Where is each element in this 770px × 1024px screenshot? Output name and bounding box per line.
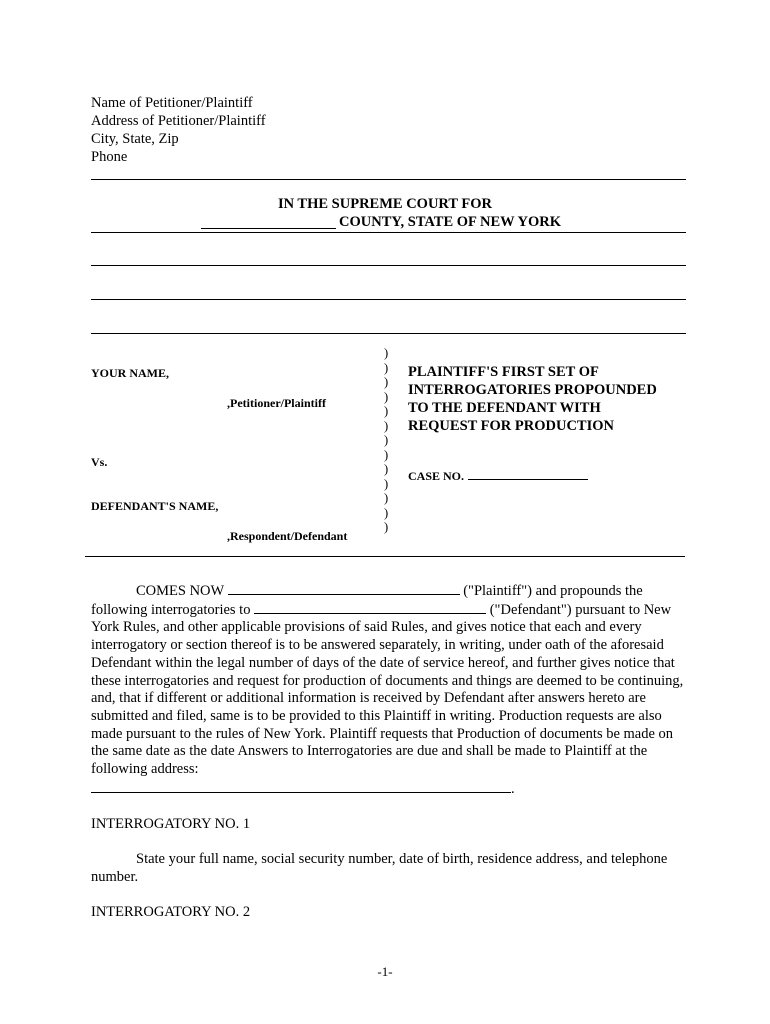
defendant-name-label: DEFENDANT'S NAME, (91, 499, 219, 513)
case-number-label: CASE NO. (408, 469, 465, 483)
defendant-name-blank[interactable] (254, 601, 486, 614)
divider-line (91, 265, 686, 266)
plaintiff-suffix-text: ("Plaintiff") and propounds the (463, 583, 643, 599)
party-name-line: Name of Petitioner/Plaintiff (91, 95, 253, 111)
caption-parentheses (384, 346, 388, 535)
address-line (91, 780, 515, 798)
divider-line (91, 333, 686, 334)
caption-paren: ) (384, 360, 389, 375)
versus-label: Vs. (91, 455, 108, 469)
county-row (91, 212, 686, 233)
interrogatory-text-content: State your full name, social security number, date of birth, residence address, and telephone number. (91, 851, 668, 885)
party-phone-line: Phone (91, 149, 128, 165)
party-info-block (91, 94, 266, 166)
paragraph-body-text: New York Rules, and other applicable provisions of said Rules, and gives notice that each and every interrogatory or section thereof is to be answered separately, in writing, under oath of the aforesaid Defendant within the legal number of days of the date of service hereof, and further gives notice that these interrogatories and request for production of documents and things are deemed to be continuing, and, that if different or additional information is received by Defendant after answers hereto are submitted and filed, same is to be provided to this Plaintiff in writing. Production requests are also made pursuant to the rules of New York. Plaintiff requests that Production of documents be made on the same date as the date Answers to Interrogatories are due and shall be made to Plaintiff at the following address: (91, 601, 684, 778)
document-title (408, 363, 698, 435)
defendant-suffix-text: ("Defendant") pursuant to (489, 601, 641, 618)
caption-paren: ) (384, 404, 389, 418)
caption-paren: ) (384, 505, 389, 520)
county-blank (201, 214, 336, 229)
caption-paren: ) (384, 462, 389, 476)
interrogatory-heading: INTERROGATORY NO. 2 (91, 904, 251, 920)
party-city-line: City, State, Zip (91, 131, 179, 147)
court-title: IN THE SUPREME COURT FOR (277, 196, 493, 212)
plaintiff-name-label: YOUR NAME, (91, 366, 169, 380)
case-number-blank[interactable] (468, 468, 588, 480)
caption-paren: ) (384, 447, 389, 462)
document-title-line: TO THE DEFENDANT WITH (408, 400, 601, 416)
caption-paren: ) (384, 476, 389, 491)
defendant-role-label: ,Respondent/Defendant (227, 529, 348, 543)
interrogatory-heading: INTERROGATORY NO. 1 (91, 816, 251, 832)
interrogatory-text (91, 850, 691, 886)
caption-paren: ) (384, 389, 389, 404)
caption-paren: ) (384, 418, 389, 433)
plaintiff-name-blank[interactable] (228, 582, 460, 595)
page-number: -1- (377, 964, 393, 979)
following-to-text: following interrogatories to (91, 601, 251, 618)
address-end-text: . (511, 781, 515, 797)
county-text: COUNTY, STATE OF NEW YORK (339, 214, 561, 230)
divider-line (91, 179, 686, 180)
document-title-line: INTERROGATORIES PROPOUNDED (408, 382, 657, 398)
divider-line (91, 299, 686, 300)
caption-paren: ) (384, 491, 389, 505)
caption-paren: ) (384, 375, 389, 389)
document-title-line: PLAINTIFF'S FIRST SET OF (408, 364, 599, 380)
caption-divider (85, 556, 685, 557)
body-paragraph (91, 582, 691, 779)
caption-paren: ) (384, 346, 389, 360)
plaintiff-role-label: ,Petitioner/Plaintiff (227, 396, 326, 410)
caption-paren: ) (384, 520, 389, 534)
case-number (408, 468, 588, 484)
address-blank[interactable] (91, 780, 511, 793)
comes-now-text: COMES NOW (136, 583, 224, 599)
party-address-line: Address of Petitioner/Plaintiff (91, 113, 266, 129)
caption-paren: ) (384, 433, 389, 447)
document-title-line: REQUEST FOR PRODUCTION (408, 418, 614, 434)
